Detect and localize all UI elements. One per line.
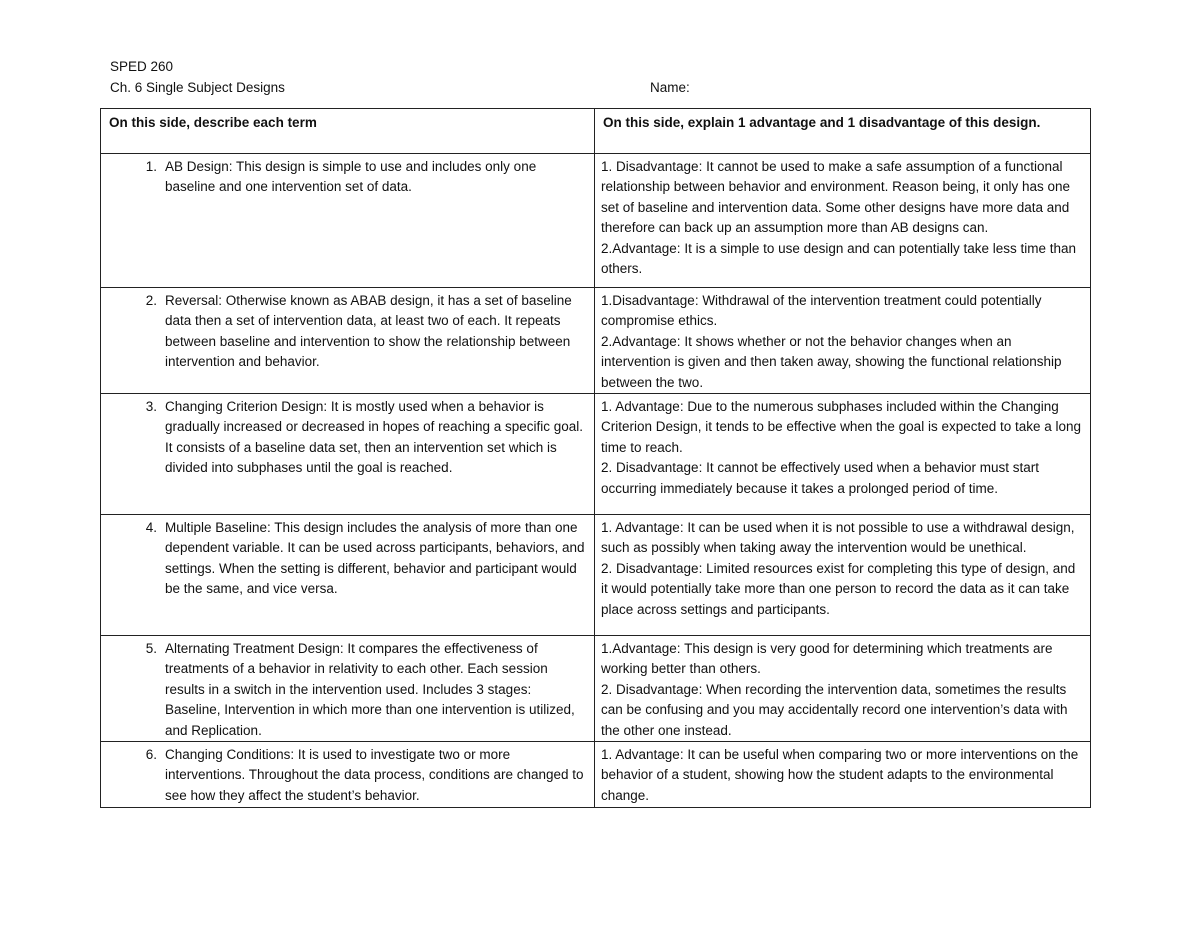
term-description: Changing Criterion Design: It is mostly used when a behavior is gradually increased or decreased in hopes of reaching a specific goal. It consists of a baseline data set, then an intervention set which is divided into subphases until the goal is reached.	[165, 399, 584, 476]
column-header-describe: On this side, describe each term	[101, 109, 595, 154]
term-cell	[101, 288, 595, 394]
term-number: 5.	[145, 641, 157, 657]
explain-point-2: 2. Disadvantage: Limited resources exist for completing this type of design, and it would potentially take more than one person to record the data as it can take place across settings and participants.	[601, 560, 1076, 617]
explain-point-2: 2. Disadvantage: When recording the intervention data, sometimes the results can be confusing and you may accidentally record one intervention’s data with the other one instead.	[601, 681, 1068, 738]
explain-point-1: 1. Advantage: It can be useful when comparing two or more interventions on the behavior of a student, showing how the student adapts to the environmental change.	[601, 747, 1079, 803]
term-cell	[101, 515, 595, 636]
explain-point-2: 2. Disadvantage: It cannot be effectively used when a behavior must start occurring immediately because it takes a prolonged period of time.	[601, 460, 1040, 496]
table-row	[101, 394, 1091, 515]
term-number: 2.	[145, 293, 157, 308]
worksheet-table	[100, 108, 1091, 808]
table-row	[101, 742, 1091, 808]
explain-point-1: 1.Advantage: This design is very good for determining which treatments are working better than others.	[601, 641, 1053, 677]
term-description: AB Design: This design is simple to use and includes only one baseline and one intervention set of data.	[165, 159, 537, 195]
term-description: Changing Conditions: It is used to investigate two or more interventions. Throughout the data process, conditions are changed to see how they affect the student’s behavior.	[165, 747, 584, 803]
explain-point-2: 2.Advantage: It shows whether or not the behavior changes when an intervention is given and then taken away, showing the functional relationship between the two.	[601, 333, 1062, 390]
term-cell	[101, 742, 595, 808]
table-row	[101, 636, 1091, 742]
term-number: 3.	[145, 399, 157, 415]
explain-point-1: 1. Advantage: Due to the numerous subphases included within the Changing Criterion Design, it tends to be effective when the goal is expected to take a long time to reach.	[601, 399, 1082, 455]
explain-point-1: 1. Advantage: It can be used when it is not possible to use a withdrawal design, such as possibly when taking away the intervention would be unethical.	[601, 520, 1075, 556]
explain-point-2: 2.Advantage: It is a simple to use design and can potentially take less time than others.	[601, 240, 1077, 277]
table-row	[101, 515, 1091, 636]
table-header-row	[101, 109, 1091, 154]
explain-point-1: 1.Disadvantage: Withdrawal of the intervention treatment could potentially compromise ethics.	[601, 293, 1042, 329]
explain-cell	[595, 154, 1091, 288]
term-description: Multiple Baseline: This design includes the analysis of more than one dependent variable. It can be used across participants, behaviors, and settings. When the setting is different, behavior and participant would be the same, and vice versa.	[165, 520, 585, 597]
explain-cell	[595, 288, 1091, 394]
explain-cell	[595, 394, 1091, 515]
explain-cell	[595, 636, 1091, 742]
term-description: Alternating Treatment Design: It compares the effectiveness of treatments of a behavior in relativity to each other. Each session results in a switch in the intervention used. Includes 3 stages: Baseline, Intervention in which more than one intervention is utilized, and Replication.	[165, 641, 575, 738]
document-header	[110, 56, 1100, 98]
explain-cell	[595, 742, 1091, 808]
explain-cell	[595, 515, 1091, 636]
term-cell	[101, 154, 595, 288]
table-row	[101, 288, 1091, 394]
name-label: Name:	[650, 80, 690, 95]
course-code: SPED 260	[110, 59, 174, 74]
term-number: 1.	[145, 159, 157, 174]
chapter-title: Ch. 6 Single Subject Designs	[110, 80, 285, 95]
explain-point-1: 1. Disadvantage: It cannot be used to make a safe assumption of a functional relationship between behavior and environment. Reason being, it only has one set of baseline and intervention data. Some other designs have more data and therefore can back up an assumption more than AB designs can.	[601, 159, 1071, 236]
term-number: 6.	[145, 747, 157, 763]
table-row	[101, 154, 1091, 288]
term-cell	[101, 636, 595, 742]
term-number: 4.	[145, 520, 157, 536]
column-header-explain: On this side, explain 1 advantage and 1 disadvantage of this design.	[595, 109, 1091, 154]
term-cell	[101, 394, 595, 515]
term-description: Reversal: Otherwise known as ABAB design, it has a set of baseline data then a set of intervention data, at least two of each. It repeats between baseline and intervention to show the relationship between intervention and behavior.	[165, 293, 572, 370]
